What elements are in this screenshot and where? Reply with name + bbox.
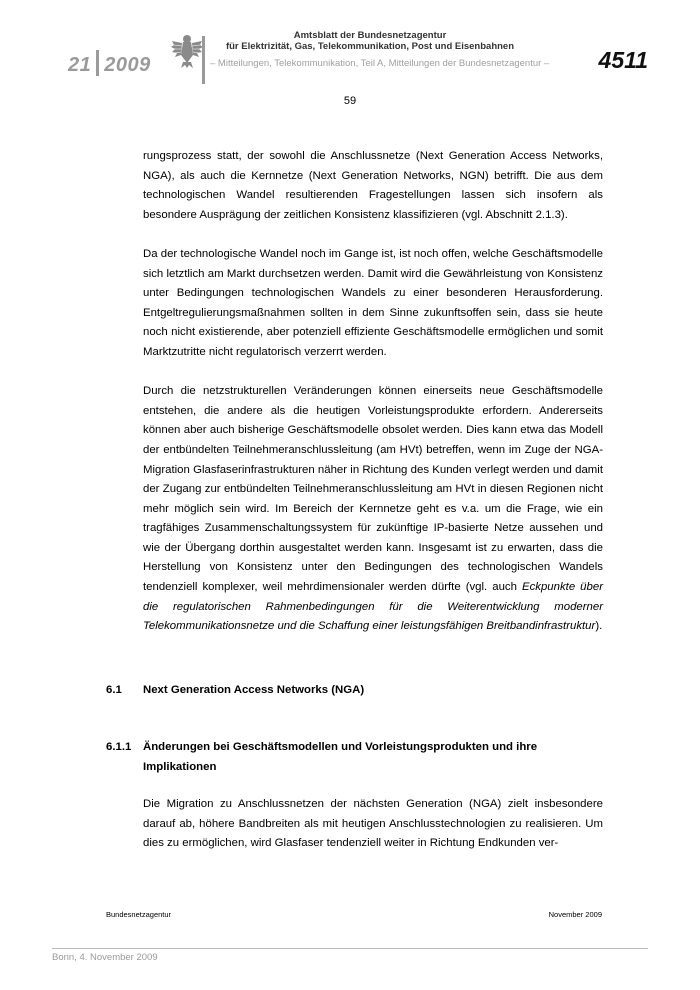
paragraph-4: Die Migration zu Anschlussnetzen der nächsten Generation (NGA) zielt insbesondere darauf ab, höhere Bandbreiten als mit heutigen Anschlusstechnologien zu realisieren. Um dies zu ermöglichen, wird Glasfaser tendenziell weiter in Richtung Endkunden ver- xyxy=(143,798,603,850)
footer-date: Bonn, 4. November 2009 xyxy=(52,952,158,963)
inner-page-number: 59 xyxy=(343,95,357,107)
body-text xyxy=(143,147,603,656)
paragraph-3-reference: Eckpunkte über die regulatorischen Rahmenbedingungen für die Weiterentwicklung moderner Telekommunikationsnetze und die Schaffung einer leistungsfähigen Breitbandinfrastruktur xyxy=(143,581,603,633)
federal-eagle-icon xyxy=(170,33,204,69)
page-number: 4511 xyxy=(598,47,648,73)
publication-title-line2: für Elektrizität, Gas, Telekommunikation, Post und Eisenbahnen xyxy=(225,41,515,52)
section-title: Next Generation Access Networks (NGA) xyxy=(143,684,365,696)
paragraph-1: rungsprozess statt, der sowohl die Anschlussnetze (Next Generation Access Networks, NGA), als auch die Kernnetze (Next Generation Networks, NGN) betrifft. Die aus dem technologischen Wandel resultierenden Fragestellungen lassen sich insofern als besondere Ausprägung der zeitlichen Konsistenz klassifizieren (vgl. Abschnitt 2.1.3). xyxy=(143,150,603,221)
bottom-divider xyxy=(52,948,648,949)
issue-divider xyxy=(96,50,99,76)
publication-title xyxy=(215,30,525,52)
subsection-number: 6.1.1 xyxy=(106,741,132,753)
subsection-title: Änderungen bei Geschäftsmodellen und Vorleistungsprodukten und ihre Implikationen xyxy=(143,741,538,773)
issue-number xyxy=(68,50,151,77)
paragraph-3 xyxy=(143,382,603,637)
footer-month: November 2009 xyxy=(548,910,602,919)
footer-publisher: Bundesnetzagentur xyxy=(106,910,172,919)
paragraph-2: Da der technologische Wandel noch im Gange ist, ist noch offen, welche Geschäftsmodelle sich letztlich am Markt durchsetzen werden. Damit wird die Gewährleistung von Konsistenz unter Bedingungen technologischen Wandels zu einer besonderen Herausforderung. Entgeltregulierungsmaßnahmen sollten in dem Sinne zukunftsoffen sein, dass sie heute noch nicht existierende, aber potenziell effiziente Geschäftsmodelle ermöglichen und somit Marktzutritte nicht regulatorisch verzerrt werden. xyxy=(143,247,603,358)
section-heading-6-1-1 xyxy=(106,738,606,778)
paragraph-3-text: Durch die netzstrukturellen Veränderungen können einerseits neue Geschäftsmodelle entstehen, die andere als die heutigen Vorleistungsprodukte erfordern. Andererseits können aber auch bisherige Geschäftsmodelle obsolet werden. Dies kann etwa das Modell der entbündelten Teilnehmeranschlussleitung (am HVt) betreffen, wenn im Zuge der NGA-Migration Glasfaserinfrastrukturen näher in Richtung des Kunden verlegt werden und damit der Zugang zur entbündelten Teilnehmeranschlussleitung am HVt in diesen Regionen nicht mehr möglich sein wird. Im Bereich der Kernnetze geht es v.a. um die Frage, wie ein tragfähiges Zusammenschaltungssystem für zukünftige IP-basierte Netze aussehen und wie der Übergang dorthin ausgestaltet werden kann. Insgesamt ist zu erwarten, dass die Herstellung von Konsistenz unter den Bedingungen des technologischen Wandels tendenziell komplexer, weil mehrdimensionaler werden dürfte (vgl. auch xyxy=(143,385,603,594)
body-text-2 xyxy=(143,795,603,854)
publication-subtitle: – Mitteilungen, Telekommunikation, Teil A, Mitteilungen der Bundesnetzagentur – xyxy=(210,58,550,69)
issue-number-value: 21 xyxy=(68,54,92,76)
header-divider xyxy=(202,36,205,84)
section-heading-6-1 xyxy=(106,681,606,701)
paragraph-3-end: ). xyxy=(595,620,603,633)
section-number: 6.1 xyxy=(106,684,122,696)
publication-title-line1: Amtsblatt der Bundesnetzagentur xyxy=(293,30,447,41)
issue-year: 2009 xyxy=(104,54,151,76)
